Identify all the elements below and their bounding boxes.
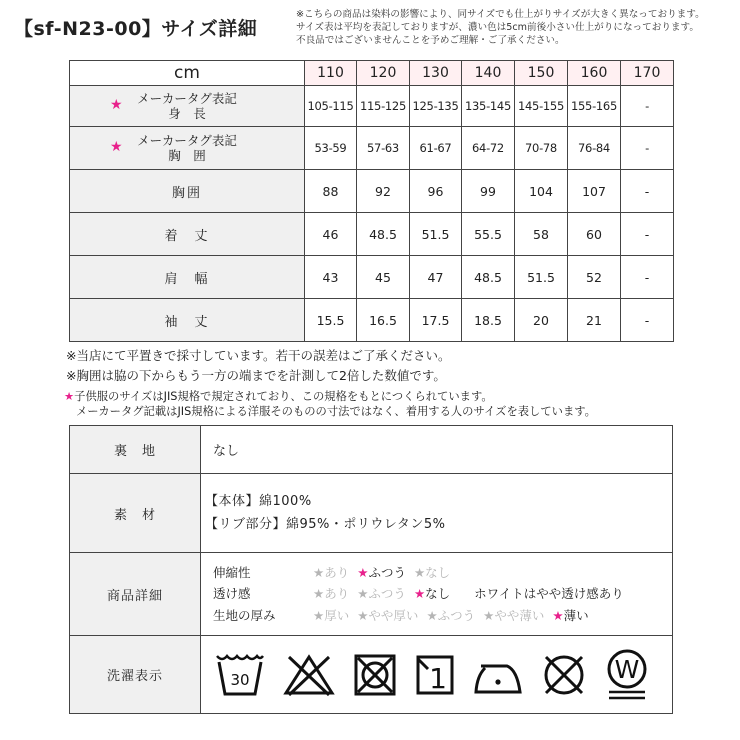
row-label-length: 着 丈 <box>70 213 305 256</box>
star-icon: ★ <box>110 139 123 156</box>
table-cell: 51.5 <box>410 213 462 256</box>
size-header: 110 <box>305 61 357 86</box>
product-detail-value <box>201 553 673 636</box>
row-label-sleeve: 袖 丈 <box>70 299 305 342</box>
table-row <box>70 636 673 714</box>
table-cell: 20 <box>515 299 568 342</box>
table-cell: 61-67 <box>410 127 462 170</box>
option-no: ★なし <box>413 564 451 580</box>
line-dry-icon <box>415 654 455 696</box>
table-row <box>70 86 674 127</box>
table-cell: - <box>621 86 674 127</box>
table-cell: 21 <box>568 299 621 342</box>
table-cell: 55.5 <box>462 213 515 256</box>
table-cell: 70-78 <box>515 127 568 170</box>
row-label-height-tag <box>70 86 305 127</box>
note-line: ※当店にて平置きで採寸しています。若干の誤差はご了承ください。 <box>66 348 451 363</box>
table-cell: 58 <box>515 213 568 256</box>
table-cell: 92 <box>357 170 410 213</box>
unit-label: cm <box>70 61 305 86</box>
no-tumble-dry-icon <box>353 653 397 697</box>
star-icon: ★ <box>413 586 426 602</box>
option-slightly-thin: ★やや薄い <box>483 607 545 623</box>
detail-table <box>69 425 673 714</box>
table-cell: 107 <box>568 170 621 213</box>
table-row <box>70 553 673 636</box>
lining-value: なし <box>201 426 673 474</box>
table-cell: 64-72 <box>462 127 515 170</box>
table-cell: 47 <box>410 256 462 299</box>
table-cell: - <box>621 299 674 342</box>
table-row <box>70 474 673 553</box>
table-row <box>70 256 674 299</box>
option-normal: ★ふつう <box>426 607 476 623</box>
attribute-name: 透け感 <box>213 586 251 602</box>
table-cell: 57-63 <box>357 127 410 170</box>
table-cell: 105-115 <box>305 86 357 127</box>
sheerness-row <box>213 583 671 605</box>
table-cell: 51.5 <box>515 256 568 299</box>
jis-notes <box>64 389 596 419</box>
table-cell: - <box>621 213 674 256</box>
table-cell: 145-155 <box>515 86 568 127</box>
table-cell: 53-59 <box>305 127 357 170</box>
notice-line: ※こちらの商品は染料の影響により、同サイズでも仕上がりサイズが大きく異なっております。 <box>296 9 705 20</box>
note-line <box>64 389 596 404</box>
no-dry-clean-icon <box>541 652 587 698</box>
size-header: 170 <box>621 61 674 86</box>
row-label-shoulder: 肩 幅 <box>70 256 305 299</box>
table-cell: 99 <box>462 170 515 213</box>
wet-clean-letter: W <box>614 654 640 684</box>
care-label: 洗濯表示 <box>70 636 201 714</box>
note-line: メーカータグ記載はJIS規格による洋服そのものの寸法ではなく、着用する人のサイズを表しています。 <box>76 405 596 418</box>
table-cell: - <box>621 127 674 170</box>
table-cell: - <box>621 256 674 299</box>
table-row <box>70 127 674 170</box>
option-text: なし <box>425 586 451 602</box>
label-line: メーカータグ表記 <box>137 91 237 106</box>
table-cell: 43 <box>305 256 357 299</box>
table-cell: 135-145 <box>462 86 515 127</box>
option-slightly-thick: ★やや厚い <box>357 607 419 623</box>
table-row <box>70 426 673 474</box>
table-cell: 125-135 <box>410 86 462 127</box>
option-text: ふつう <box>368 564 406 580</box>
row-label-chest-tag <box>70 127 305 170</box>
table-row <box>70 170 674 213</box>
note-text: 子供服のサイズはJIS規格で規定されており、この規格をもとにつくられています。 <box>74 390 493 403</box>
table-cell: 18.5 <box>462 299 515 342</box>
table-row <box>70 299 674 342</box>
color-notice <box>296 8 705 48</box>
wash-30-icon <box>215 652 265 698</box>
table-cell: 48.5 <box>357 213 410 256</box>
attribute-name: 生地の厚み <box>213 607 276 623</box>
table-cell: 155-165 <box>568 86 621 127</box>
table-cell: 60 <box>568 213 621 256</box>
label-line: メーカータグ表記 <box>137 133 237 148</box>
option-normal: ★ふつう <box>357 586 406 602</box>
size-header-row <box>70 61 674 86</box>
material-line: 【本体】綿100% <box>205 494 312 509</box>
care-symbols <box>201 636 673 714</box>
table-cell: 48.5 <box>462 256 515 299</box>
star-icon: ★ <box>64 390 75 403</box>
table-cell: 52 <box>568 256 621 299</box>
table-cell: 16.5 <box>357 299 410 342</box>
table-cell: 88 <box>305 170 357 213</box>
table-cell: 96 <box>410 170 462 213</box>
table-cell: 15.5 <box>305 299 357 342</box>
note-line: ※胸囲は脇の下からもう一方の端までを計測して2倍した数値です。 <box>66 367 446 383</box>
no-bleach-icon <box>283 653 335 697</box>
option-normal <box>357 562 406 584</box>
table-cell: 115-125 <box>357 86 410 127</box>
table-cell: 104 <box>515 170 568 213</box>
iron-low-icon <box>473 654 523 696</box>
option-thick: ★厚い <box>313 607 350 623</box>
size-header: 140 <box>462 61 515 86</box>
size-header: 120 <box>357 61 410 86</box>
material-value <box>201 474 673 553</box>
label-line: 身 長 <box>168 106 206 121</box>
table-cell: 46 <box>305 213 357 256</box>
row-label-chest: 胸囲 <box>70 170 305 213</box>
notice-line: サイズ表は平均を表記しておりますが、濃い色は5cm前後小さい仕上がりになっております。 <box>296 22 699 34</box>
table-cell: 17.5 <box>410 299 462 342</box>
lining-label: 裏 地 <box>70 426 201 474</box>
stretch-row <box>213 562 671 584</box>
thickness-row <box>213 605 671 627</box>
line-dry-number: 1 <box>429 661 447 695</box>
page-title: 【sf-N23-00】サイズ詳細 <box>14 18 258 40</box>
option-yes: ★あり <box>313 586 350 602</box>
star-icon: ★ <box>110 97 123 114</box>
sheerness-note: ホワイトはやや透け感あり <box>474 586 624 602</box>
label-line: 胸 囲 <box>168 148 206 163</box>
notice-line: 不良品ではございませんことを予めご理解・ご了承ください。 <box>296 35 565 47</box>
attribute-name: 伸縮性 <box>213 564 251 580</box>
table-row <box>70 213 674 256</box>
wash-temp: 30 <box>230 670 250 689</box>
table-cell: - <box>621 170 674 213</box>
star-icon: ★ <box>357 564 369 580</box>
size-header: 130 <box>410 61 462 86</box>
material-line: 【リブ部分】綿95%・ポリウレタン5% <box>205 517 446 532</box>
size-header: 160 <box>568 61 621 86</box>
table-cell: 76-84 <box>568 127 621 170</box>
option-thin <box>552 605 588 627</box>
option-yes: ★あり <box>313 564 350 580</box>
size-header: 150 <box>515 61 568 86</box>
product-detail-label: 商品詳細 <box>70 553 201 636</box>
option-no <box>414 583 450 605</box>
wet-clean-icon <box>605 649 649 701</box>
measurement-notes <box>66 346 450 385</box>
star-icon: ★ <box>552 607 564 623</box>
option-text: 薄い <box>563 607 589 623</box>
table-cell: 45 <box>357 256 410 299</box>
size-table <box>69 60 674 342</box>
material-label: 素 材 <box>70 474 201 553</box>
